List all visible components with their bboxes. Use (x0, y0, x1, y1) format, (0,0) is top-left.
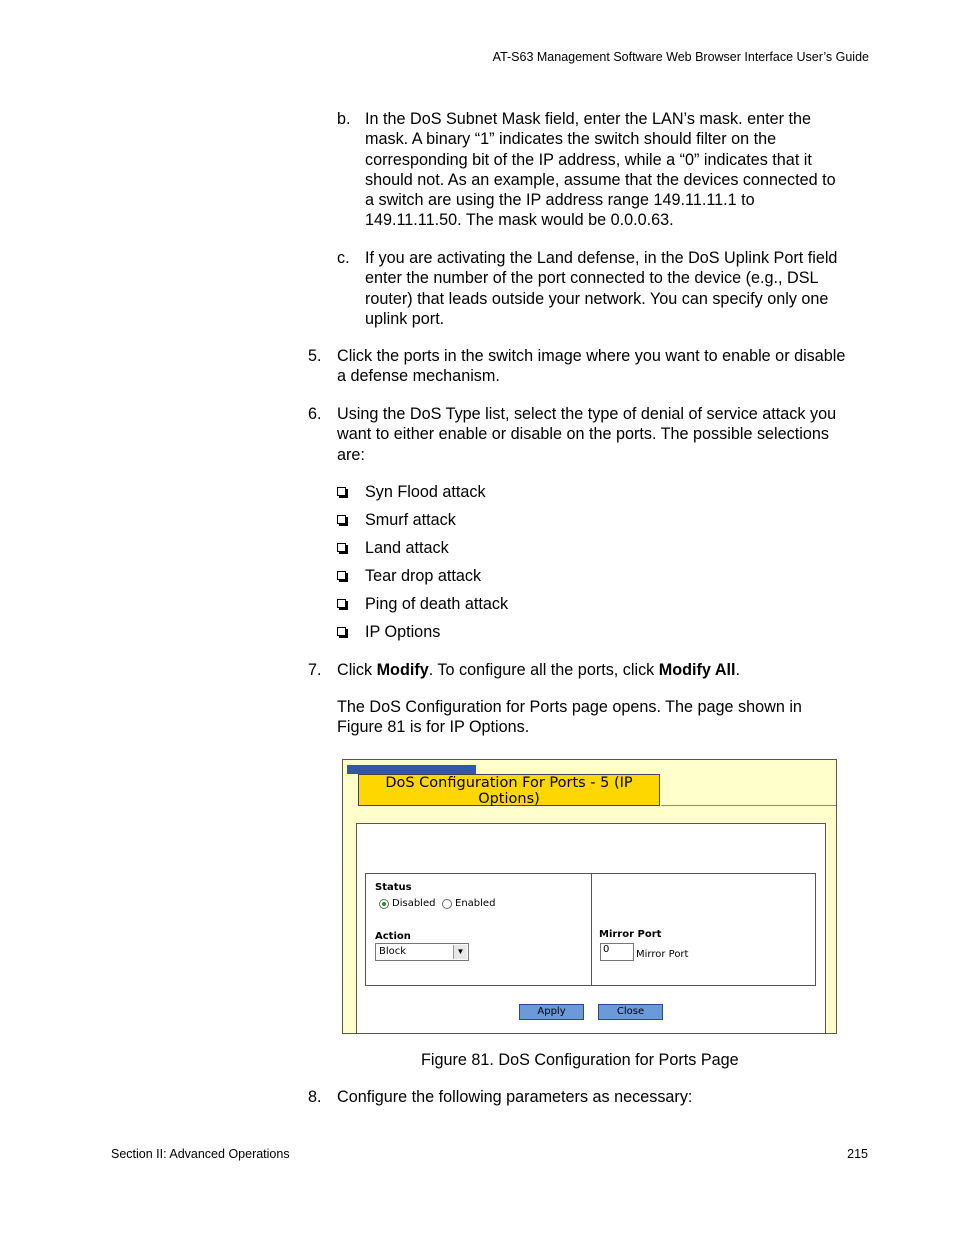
chevron-down-icon[interactable]: ▼ (453, 945, 467, 959)
checkbox-bullet-icon (337, 487, 346, 496)
page-title-line: Options) (478, 790, 540, 807)
step-8-marker: 8. (308, 1088, 322, 1106)
item-c-text (365, 248, 837, 329)
tab-underline (661, 805, 836, 806)
item-c-line: If you are activating the Land defense, in the DoS Uplink Port field (365, 249, 838, 267)
item-b-line: should not. As an example, assume that the devices connected to (365, 170, 836, 189)
item-b-line: In the DoS Subnet Mask field, enter the LAN’s mask. enter the (365, 110, 811, 128)
item-b-text (365, 109, 836, 231)
column-divider (591, 874, 592, 985)
dos-config-screenshot (342, 759, 837, 1034)
checkbox-bullet-icon (337, 515, 346, 524)
step-7-marker: 7. (308, 661, 322, 679)
mirror-port-input[interactable]: 0 (600, 943, 634, 961)
item-c-line: enter the number of the port connected to the device (e.g., DSL (365, 269, 819, 288)
page-title-tab (358, 774, 660, 806)
step-5-marker: 5. (308, 347, 322, 365)
action-select[interactable] (375, 943, 469, 961)
checkbox-bullet-icon (337, 627, 346, 636)
step-7-mid: . To configure all the ports, click (428, 661, 659, 679)
checkbox-bullet-icon (337, 543, 346, 552)
modify-term: Modify (376, 661, 429, 679)
step-5-line: a defense mechanism. (337, 367, 500, 386)
settings-box (365, 873, 816, 986)
item-b-marker: b. (337, 110, 351, 128)
step-7-text (337, 660, 740, 680)
list-item: Ping of death attack (365, 595, 509, 613)
item-c-line: uplink port. (365, 309, 445, 328)
step-7-paragraph (337, 697, 802, 738)
step-6-line: want to either enable or disable on the ports. The possible selections (337, 425, 829, 444)
step-8-text: Configure the following parameters as necessary: (337, 1088, 693, 1106)
step-7-pre: Click (337, 661, 377, 679)
modify-all-term: Modify All (658, 661, 736, 679)
item-c-marker: c. (337, 249, 350, 267)
list-item: Tear drop attack (365, 567, 482, 585)
status-disabled-radio[interactable] (379, 899, 389, 909)
status-enabled-label: Enabled (455, 898, 496, 909)
footer-page-number: 215 (847, 1147, 868, 1161)
list-item: Syn Flood attack (365, 483, 486, 501)
step-6-marker: 6. (308, 405, 322, 423)
action-label: Action (375, 931, 411, 942)
step-6-text (337, 404, 836, 465)
list-item: IP Options (365, 623, 441, 641)
content-panel (356, 823, 826, 1034)
footer-section: Section II: Advanced Operations (111, 1147, 290, 1161)
step-6-line: are: (337, 445, 365, 464)
mirror-port-hint: Mirror Port (636, 949, 689, 960)
step-7-para-line: Figure 81 is for IP Options. (337, 718, 530, 737)
status-enabled-radio[interactable] (442, 899, 452, 909)
step-5-text (337, 346, 845, 387)
item-b-line: mask. A binary “1” indicates the switch should filter on the (365, 130, 777, 149)
running-header: AT-S63 Management Software Web Browser Interface User’s Guide (492, 50, 869, 64)
list-item: Smurf attack (365, 511, 456, 529)
item-b-line: a switch are using the IP address range 149.11.11.1 to (365, 191, 755, 210)
status-disabled-label: Disabled (392, 898, 436, 909)
mirror-port-label: Mirror Port (599, 929, 662, 940)
action-select-value: Block (379, 946, 407, 957)
item-c-line: router) that leads outside your network. You can specify only one (365, 289, 829, 308)
step-6-line: Using the DoS Type list, select the type of denial of service attack you (337, 405, 837, 423)
step-7-para-line: The DoS Configuration for Ports page opens. The page shown in (337, 698, 802, 716)
page-title-line: DoS Configuration For Ports - 5 (IP (385, 775, 633, 791)
item-b-line: 149.11.11.50. The mask would be 0.0.0.63. (365, 211, 674, 230)
checkbox-bullet-icon (337, 571, 346, 580)
item-b-line: corresponding bit of the IP address, while a “0” indicates that it (365, 150, 812, 169)
figure-caption: Figure 81. DoS Configuration for Ports Page (421, 1051, 739, 1069)
close-button[interactable]: Close (598, 1004, 663, 1020)
step-7-post: . (735, 661, 740, 679)
list-item: Land attack (365, 539, 449, 557)
status-label: Status (375, 882, 412, 893)
apply-button[interactable]: Apply (519, 1004, 584, 1020)
step-5-line: Click the ports in the switch image where you want to enable or disable (337, 347, 846, 365)
title-bar (347, 765, 476, 774)
checkbox-bullet-icon (337, 599, 346, 608)
